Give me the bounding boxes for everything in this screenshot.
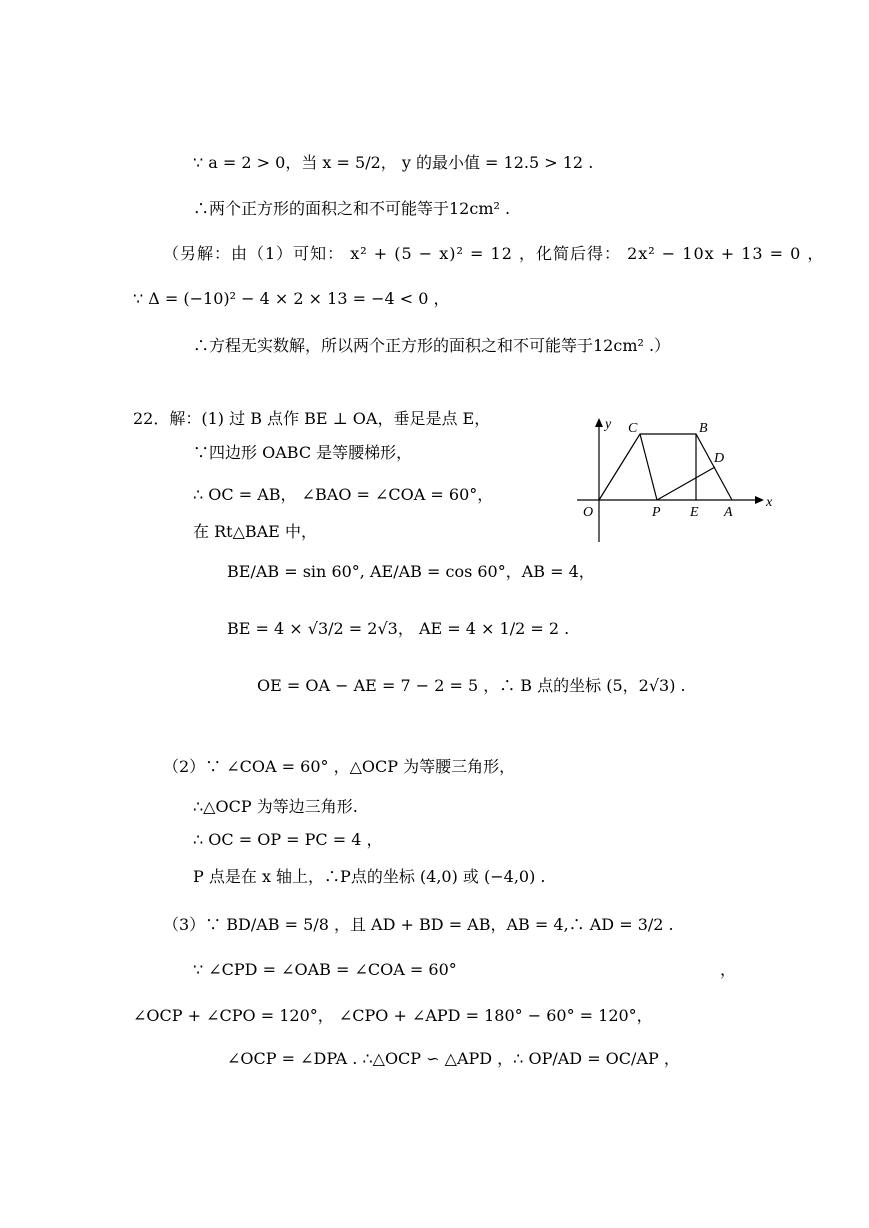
line-9: 在 Rt△BAE 中， — [193, 522, 317, 541]
line-2: ∴两个正方形的面积之和不可能等于12cm² . — [193, 199, 511, 218]
line-3: （另解：由（1）可知： x² + (5 − x)² = 12 ，化简后得： 2x² − 10x + 13 = 0 ， — [163, 244, 825, 263]
line-10: BE/AB = sin 60°, AE/AB = cos 60°，AB = 4， — [227, 562, 595, 581]
label-p: P — [652, 505, 661, 520]
segment-pd — [657, 467, 715, 500]
line-6: 22．解：(1) 过 B 点作 BE ⊥ OA，垂足是点 E， — [133, 409, 491, 428]
line-16: P 点是在 x 轴上，∴P点的坐标 (4,0) 或 (−4,0) . — [193, 867, 546, 886]
line-4: ∵ Δ = (−10)² − 4 × 2 × 13 = −4 < 0 ， — [133, 289, 450, 308]
line-11: BE = 4 × √3/2 = 2√3， AE = 4 × 1/2 = 2 . — [227, 619, 570, 638]
line-18: ∵ ∠CPD = ∠OAB = ∠COA = 60° — [193, 960, 457, 979]
line-8: ∴ OC = AB， ∠BAO = ∠COA = 60°， — [193, 485, 494, 504]
label-b: B — [699, 421, 708, 436]
line-19: ∠OCP + ∠CPO = 120°， ∠CPO + ∠APD = 180° − 60° = 120°， — [133, 1006, 653, 1025]
line-18-comma: ， — [720, 960, 737, 979]
trapezoid-shape — [599, 434, 732, 500]
line-20: ∠OCP = ∠DPA . ∴△OCP ∽ △APD ，∴ OP/AD = OC/AP ， — [227, 1049, 680, 1068]
label-a: A — [724, 505, 733, 520]
label-o: O — [583, 505, 594, 520]
segment-cp — [640, 434, 657, 500]
label-x: x — [766, 495, 773, 510]
line-5: ∴方程无实数解，所以两个正方形的面积之和不可能等于12cm² .） — [193, 336, 671, 355]
line-12: OE = OA − AE = 7 − 2 = 5 ，∴ B 点的坐标 (5，2√3) . — [257, 676, 686, 695]
trapezoid-figure — [572, 410, 782, 550]
y-axis-arrow — [595, 418, 603, 427]
label-c: C — [628, 421, 638, 436]
line-15: ∴ OC = OP = PC = 4 ， — [193, 830, 383, 849]
line-7: ∵四边形 OABC 是等腰梯形， — [193, 443, 413, 462]
label-d: D — [714, 451, 725, 466]
label-y: y — [605, 417, 612, 432]
line-1: ∵ a = 2 > 0，当 x = 5/2， y 的最小值 = 12.5 > 12 . — [193, 153, 594, 172]
x-axis-arrow — [755, 496, 764, 504]
line-14: ∴△OCP 为等边三角形. — [193, 797, 358, 816]
line-17: （3）∵ BD/AB = 5/8 ，且 AD + BD = AB，AB = 4,∴ AD = 3/2 . — [163, 915, 674, 934]
line-13: （2）∵ ∠COA = 60° ，△OCP 为等腰三角形， — [163, 757, 516, 776]
label-e: E — [690, 505, 699, 520]
